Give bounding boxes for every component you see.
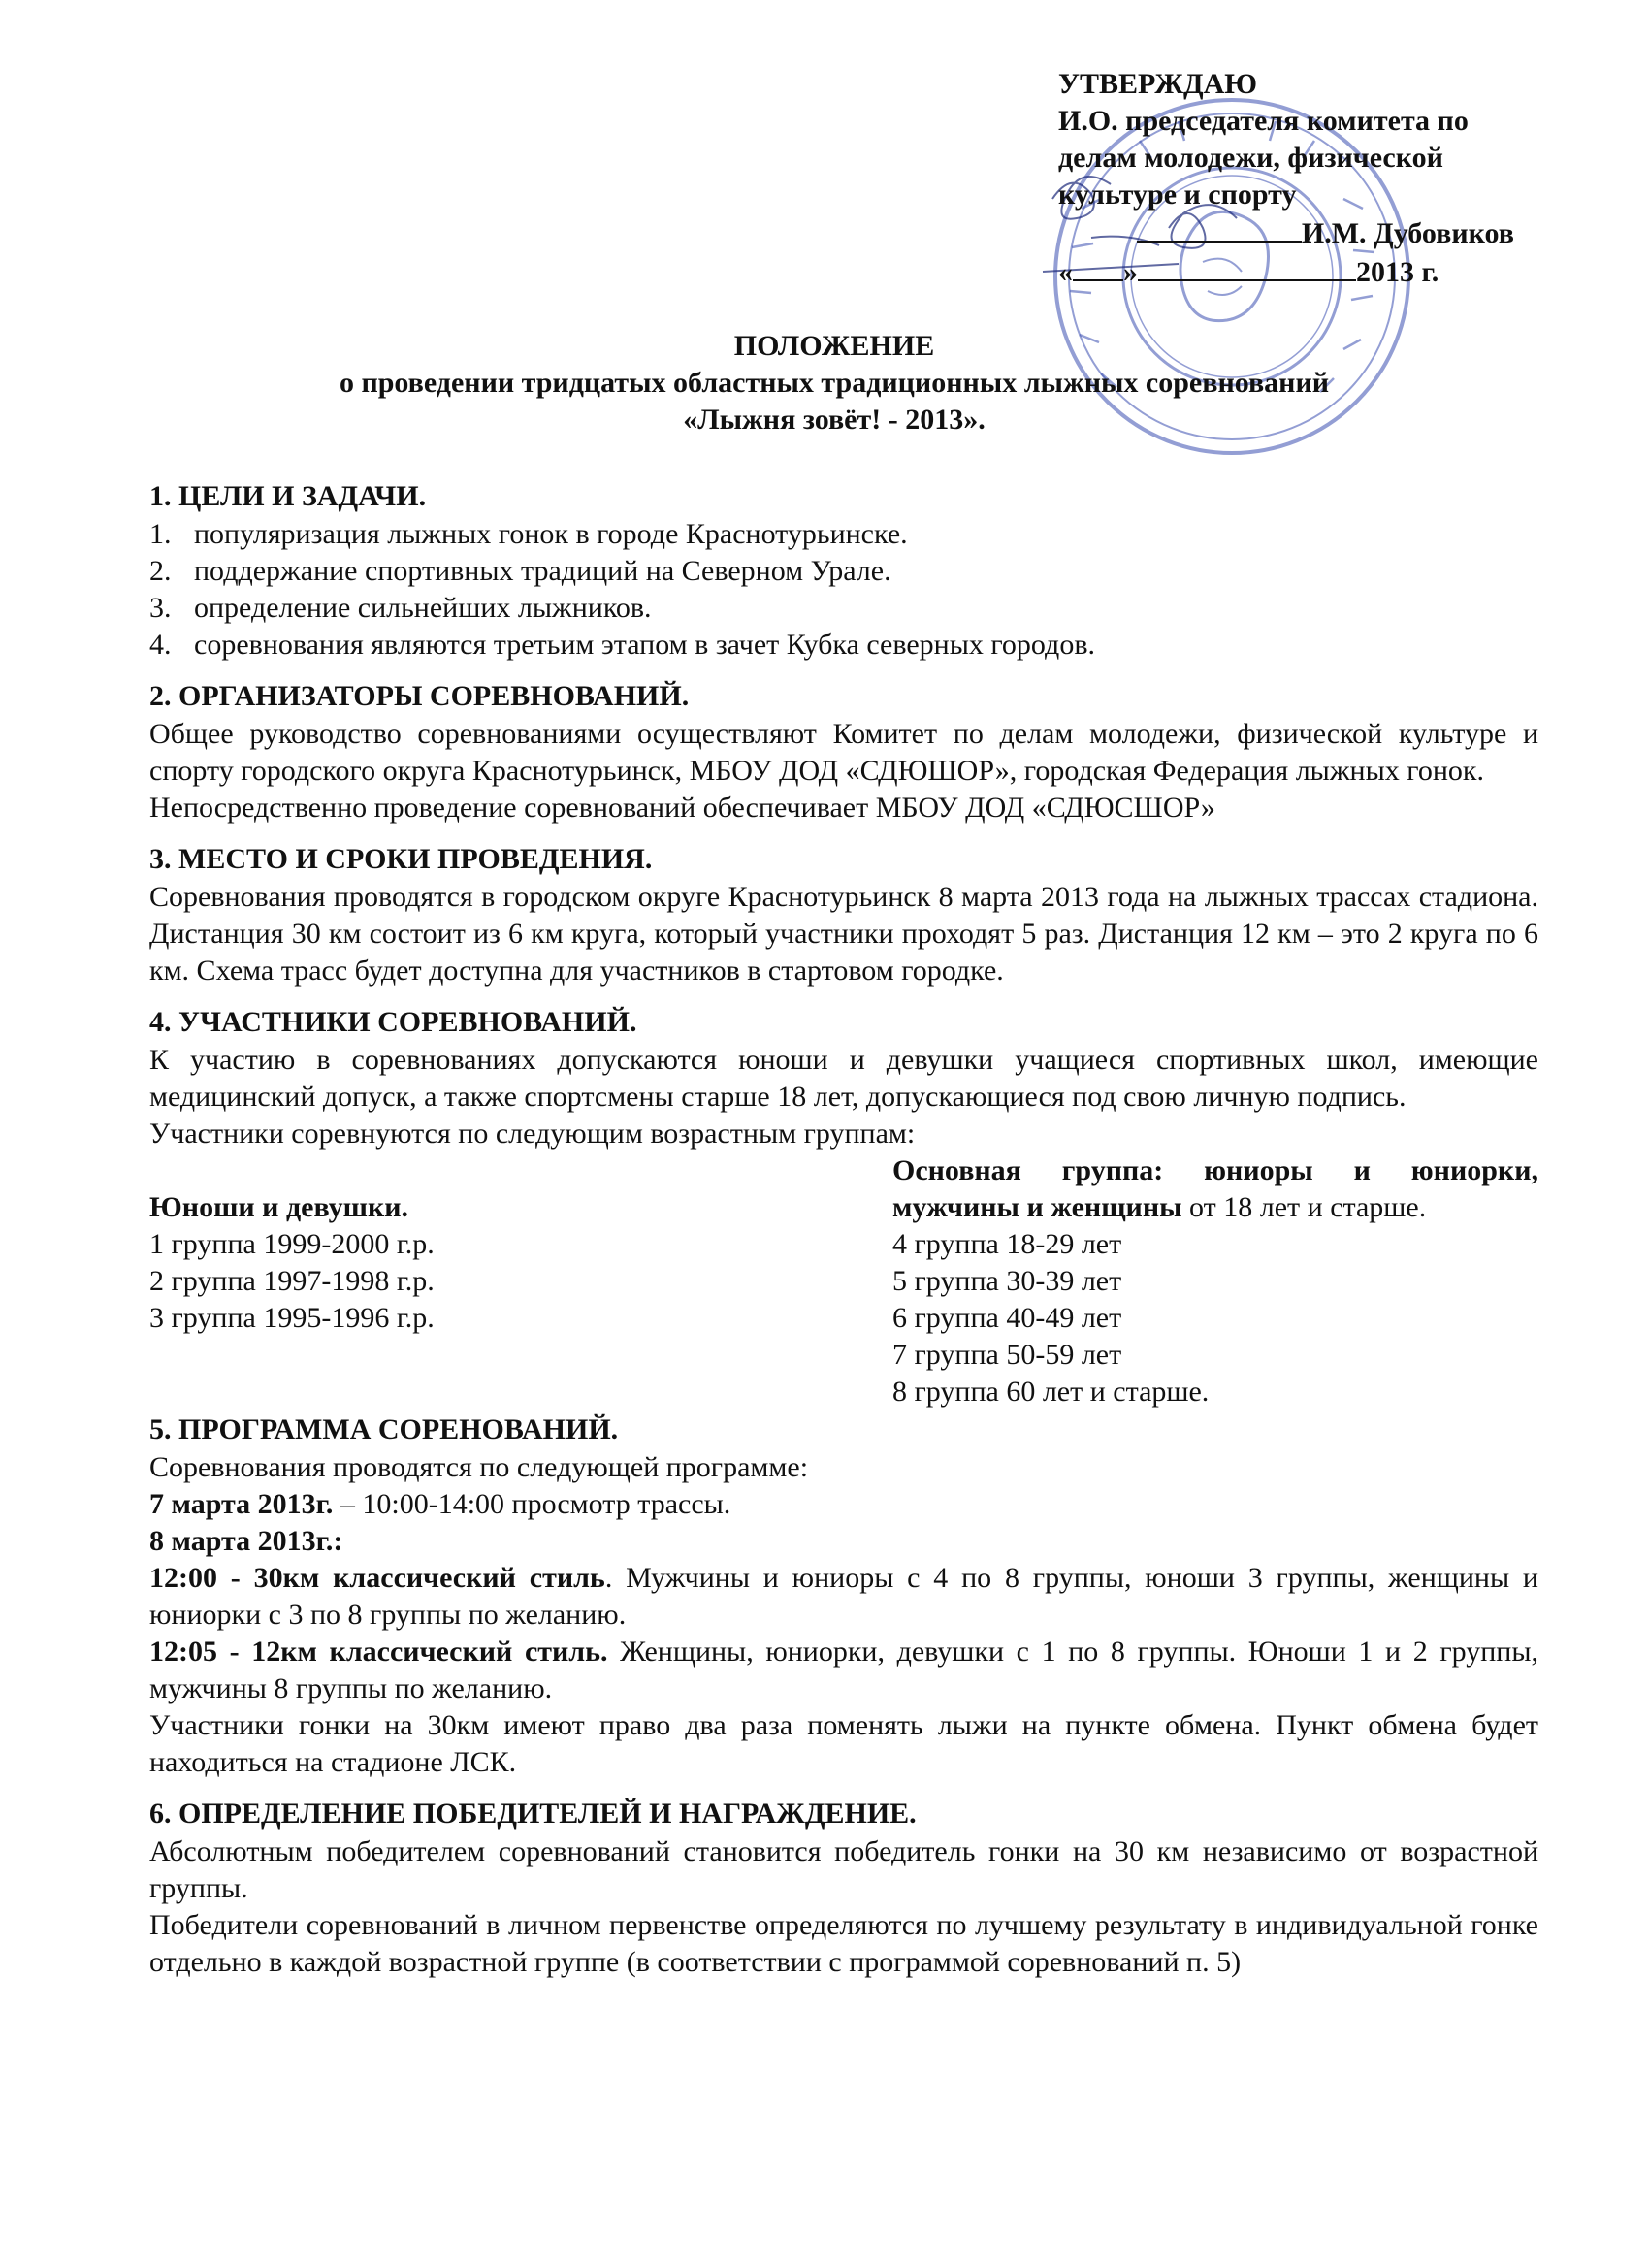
list-item-text: соревнования являются третьим этапом в зачет Кубка северных городов. <box>194 629 1095 661</box>
organizers-note: Непосредственно проведение соревнований обеспечивает МБОУ ДОД «СДЮСШОР» <box>149 792 1215 824</box>
signature-blank <box>1137 213 1302 243</box>
list-item: 6 группа 40-49 лет <box>892 1302 1122 1334</box>
ski-exchange-note: Участники гонки на 30км имеют право два раза поменять лыжи на пункте обмена. Пункт обмена будет находиться на стадионе ЛСК. <box>149 1709 1538 1778</box>
program-day-1 <box>149 1486 1538 1523</box>
main-groups-heading: Основная группа: юниоры и юниорки, <box>892 1154 1538 1186</box>
approval-date <box>1058 252 1514 291</box>
approval-block <box>1058 66 1514 291</box>
event-name: «Лыжня зовёт! - 2013». <box>683 404 986 436</box>
main-groups-subheading-rest: от 18 лет и старше. <box>1181 1191 1427 1223</box>
goals-list <box>149 516 1538 664</box>
approval-heading: УТВЕРЖДАЮ <box>1058 68 1258 100</box>
approval-line-2: делам молодежи, физической <box>1058 142 1443 174</box>
list-item: 5 группа 30-39 лет <box>892 1265 1122 1297</box>
main-groups-subheading-bold: мужчины и женщины <box>892 1191 1182 1223</box>
race-12km-title: 12:05 - 12км классический стиль. <box>149 1636 608 1668</box>
list-item <box>149 627 1538 664</box>
document-subtitle: о проведении тридцатых областных традиционных лыжных соревнований <box>339 367 1330 399</box>
date-month-blank <box>1138 252 1356 281</box>
document-title: ПОЛОЖЕНИЕ <box>733 330 935 362</box>
date-year: 2013 г. <box>1356 256 1439 288</box>
youth-groups-heading: Юноши и девушки. <box>149 1191 409 1223</box>
day-2-date: 8 марта 2013г.: <box>149 1525 343 1557</box>
program-intro: Соревнования проводятся по следующей программе: <box>149 1451 809 1483</box>
absolute-winner-paragraph: Абсолютным победителем соревнований становится победитель гонки на 30 км независимо от возрастной группы. <box>149 1835 1538 1904</box>
main-groups-column <box>892 1152 1538 1410</box>
list-item: 4 группа 18-29 лет <box>892 1228 1122 1260</box>
race-12km-text: Женщины, юниорки, девушки с 1 по 8 группы. Юноши 1 и 2 группы, мужчины 8 группы по желанию. <box>149 1636 1538 1704</box>
list-item <box>149 553 1538 590</box>
list-item-number: 4. <box>149 629 172 661</box>
organizers-paragraph: Общее руководство соревнованиями осуществляют Комитет по делам молодежи, физической культуре и спорту городского округа Краснотурьинск, МБОУ ДОД «СДЮШОР», городская Федерация лыжных гонок. <box>149 718 1538 787</box>
age-groups-intro: Участники соревнуются по следующим возрастным группам: <box>149 1118 916 1150</box>
race-12km <box>149 1634 1538 1707</box>
youth-groups-column <box>149 1152 731 1410</box>
day-1-date: 7 марта 2013г. <box>149 1488 334 1520</box>
list-item: 3 группа 1995-1996 г.р. <box>149 1302 435 1334</box>
list-item-number: 3. <box>149 592 172 624</box>
list-item: 2 группа 1997-1998 г.р. <box>149 1265 435 1297</box>
document-title-block <box>146 328 1523 438</box>
race-30km-title: 12:00 - 30км классический стиль <box>149 1562 605 1594</box>
day-1-text: – 10:00-14:00 просмотр трассы. <box>333 1488 731 1520</box>
list-item-text: определение сильнейших лыжников. <box>194 592 652 624</box>
race-30km <box>149 1560 1538 1634</box>
list-item-number: 1. <box>149 518 172 550</box>
list-item-number: 2. <box>149 555 172 587</box>
signer-name: И.М. Дубовиков <box>1301 217 1514 249</box>
date-close-quote: » <box>1123 256 1138 288</box>
list-item: 7 группа 50-59 лет <box>892 1339 1122 1371</box>
date-day-blank <box>1073 252 1123 281</box>
signature-line <box>1058 213 1514 252</box>
list-item: 1 группа 1999-2000 г.р. <box>149 1228 435 1260</box>
section-2-heading: 2. ОРГАНИЗАТОРЫ СОРЕВНОВАНИЙ. <box>149 680 690 712</box>
list-item <box>149 590 1538 627</box>
race-30km-text: . Мужчины и юниоры с 4 по 8 группы, юноши 3 группы, женщины и юниорки с 3 по 8 группы по желанию. <box>149 1562 1538 1631</box>
document-body <box>149 477 1538 1981</box>
list-item-text: популяризация лыжных гонок в городе Краснотурьинске. <box>194 518 908 550</box>
section-5-heading: 5. ПРОГРАММА СОРЕНОВАНИЙ. <box>149 1413 619 1445</box>
section-4-heading: 4. УЧАСТНИКИ СОРЕВНОВАНИЙ. <box>149 1006 637 1038</box>
main-groups-subheading <box>892 1189 1538 1226</box>
section-6-heading: 6. ОПРЕДЕЛЕНИЕ ПОБЕДИТЕЛЕЙ И НАГРАЖДЕНИЕ. <box>149 1798 917 1830</box>
section-3-heading: 3. МЕСТО И СРОКИ ПРОВЕДЕНИЯ. <box>149 843 653 875</box>
program-day-2 <box>149 1523 1538 1560</box>
participants-paragraph: К участию в соревнованиях допускаются юноши и девушки учащиеся спортивных школ, имеющие медицинский допуск, а также спортсмены старше 18 лет, допускающиеся под свою личную подпись. <box>149 1044 1538 1113</box>
individual-winners-paragraph: Победители соревнований в личном первенстве определяются по лучшему результату в индивидуальной гонке отдельно в каждой возрастной группе (в соответствии с программой соревнований п. 5) <box>149 1909 1538 1978</box>
venue-paragraph: Соревнования проводятся в городском округе Краснотурьинск 8 марта 2013 года на лыжных трассах стадиона. Дистанция 30 км состоит из 6 км круга, который участники проходят 5 раз. Дистанция 12 км – это 2 круга по 6 км. Схема трасс будет доступна для участников в стартовом городке. <box>149 881 1538 987</box>
list-item: 8 группа 60 лет и старше. <box>892 1376 1210 1408</box>
age-groups <box>149 1152 1538 1410</box>
approval-line-3: культуре и спорту <box>1058 178 1297 211</box>
section-1-heading: 1. ЦЕЛИ И ЗАДАЧИ. <box>149 480 427 512</box>
list-item <box>149 516 1538 553</box>
date-open-quote: « <box>1058 256 1073 288</box>
approval-line-1: И.О. председателя комитета по <box>1058 105 1469 137</box>
list-item-text: поддержание спортивных традиций на Северном Урале. <box>194 555 891 587</box>
